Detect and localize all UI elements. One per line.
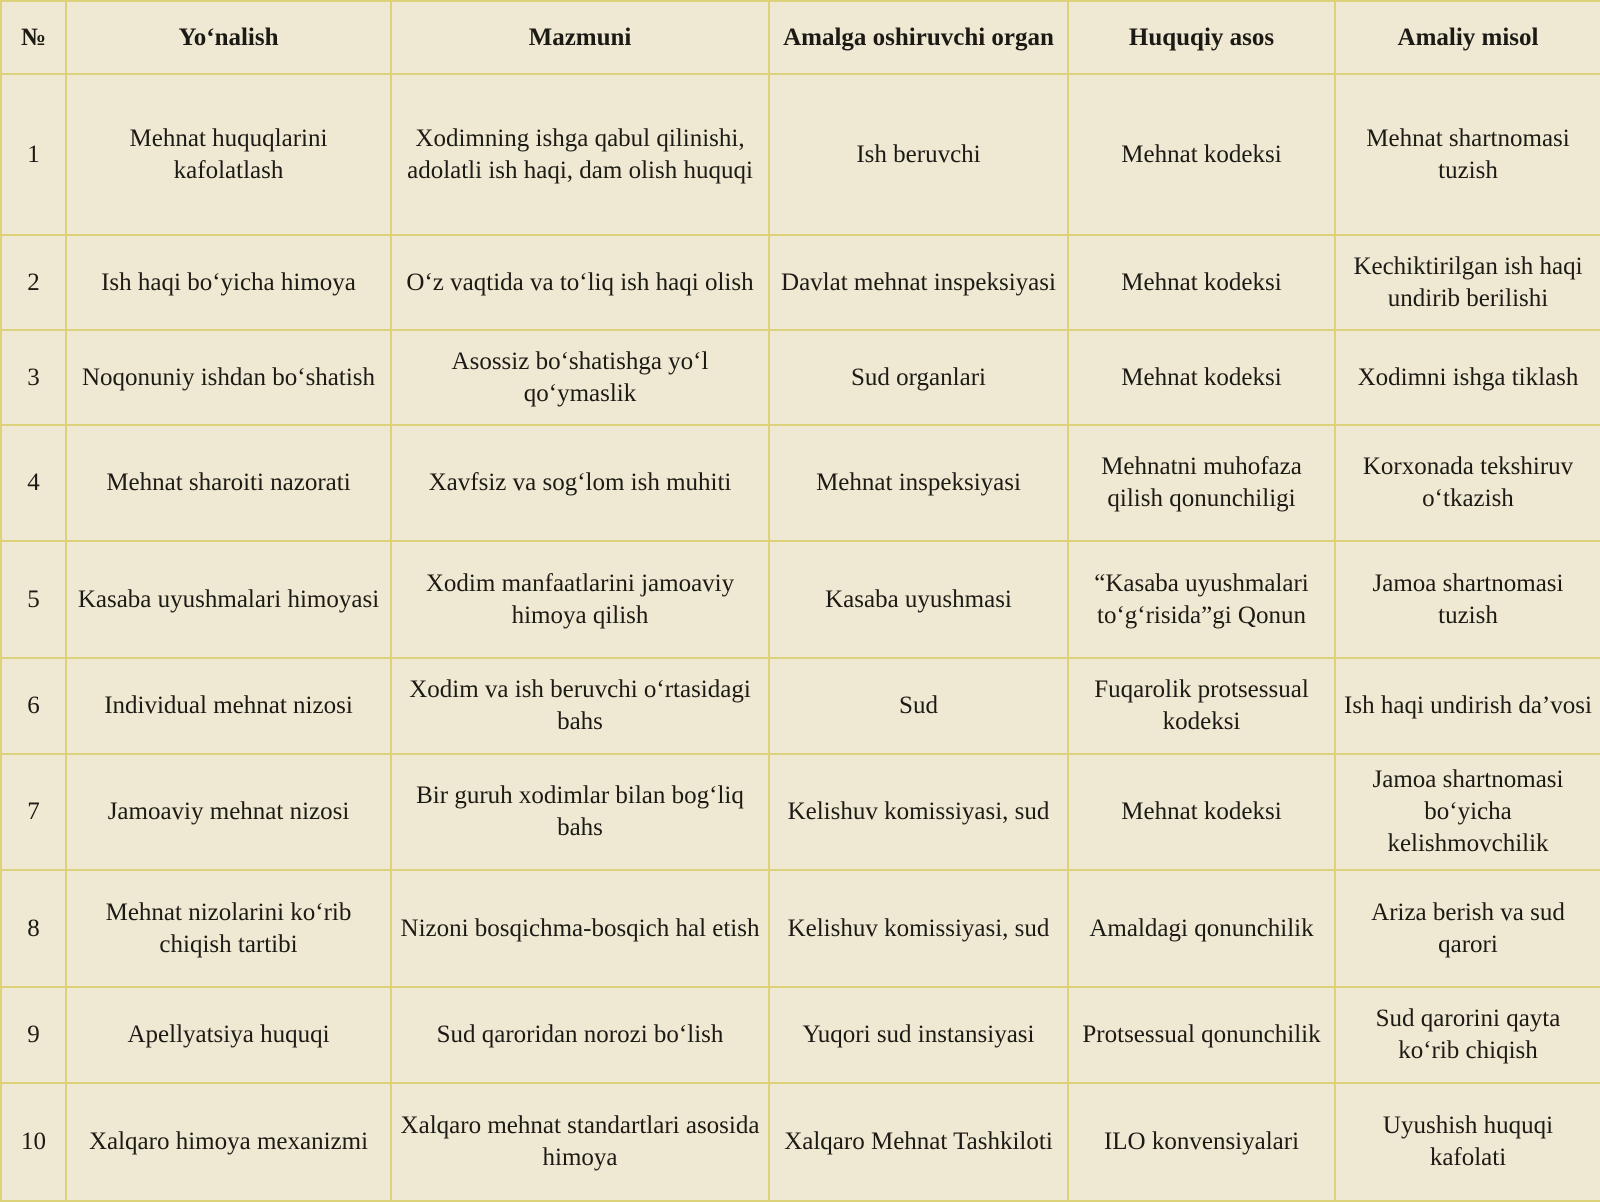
cell-content: Nizoni bosqichma-bosqich hal etish — [391, 870, 769, 987]
header-number: № — [1, 1, 66, 74]
cell-legal-basis: ILO konvensiyalari — [1068, 1083, 1335, 1201]
table-row — [1, 658, 1600, 754]
table-row — [1, 870, 1600, 987]
cell-content: Xodim manfaatlarini jamoaviy himoya qilish — [391, 541, 769, 658]
cell-legal-basis: Protsessual qonunchilik — [1068, 987, 1335, 1083]
cell-number: 5 — [1, 541, 66, 658]
table-row — [1, 235, 1600, 330]
cell-legal-basis: Mehnat kodeksi — [1068, 235, 1335, 330]
cell-practical-example: Kechiktirilgan ish haqi undirib berilishi — [1335, 235, 1600, 330]
cell-number: 7 — [1, 754, 66, 870]
cell-legal-basis: Amaldagi qonunchilik — [1068, 870, 1335, 987]
cell-number: 1 — [1, 74, 66, 235]
cell-content: Asossiz bo‘shatishga yo‘l qo‘ymaslik — [391, 330, 769, 425]
cell-content: Xodimning ishga qabul qilinishi, adolatli ish haqi, dam olish huquqi — [391, 74, 769, 235]
cell-number: 3 — [1, 330, 66, 425]
cell-practical-example: Ish haqi undirish da’vosi — [1335, 658, 1600, 754]
cell-implementing-body: Sud — [769, 658, 1068, 754]
cell-implementing-body: Davlat mehnat inspeksiyasi — [769, 235, 1068, 330]
cell-number: 9 — [1, 987, 66, 1083]
table-header-row — [1, 1, 1600, 74]
cell-practical-example: Jamoa shartnomasi bo‘yicha kelishmovchilik — [1335, 754, 1600, 870]
header-direction: Yo‘nalish — [66, 1, 391, 74]
cell-implementing-body: Xalqaro Mehnat Tashkiloti — [769, 1083, 1068, 1201]
cell-direction: Mehnat huquqlarini kafolatlash — [66, 74, 391, 235]
header-legal-basis: Huquqiy asos — [1068, 1, 1335, 74]
table-row — [1, 330, 1600, 425]
table-row — [1, 541, 1600, 658]
cell-direction: Mehnat nizolarini ko‘rib chiqish tartibi — [66, 870, 391, 987]
cell-number: 4 — [1, 425, 66, 541]
cell-number: 8 — [1, 870, 66, 987]
cell-direction: Apellyatsiya huquqi — [66, 987, 391, 1083]
table-row — [1, 1083, 1600, 1201]
cell-legal-basis: Mehnat kodeksi — [1068, 754, 1335, 870]
table-row — [1, 987, 1600, 1083]
cell-implementing-body: Ish beruvchi — [769, 74, 1068, 235]
header-content: Mazmuni — [391, 1, 769, 74]
cell-direction: Jamoaviy mehnat nizosi — [66, 754, 391, 870]
cell-implementing-body: Kelishuv komissiyasi, sud — [769, 754, 1068, 870]
header-practical-example: Amaliy misol — [1335, 1, 1600, 74]
cell-implementing-body: Mehnat inspeksiyasi — [769, 425, 1068, 541]
table-row — [1, 74, 1600, 235]
cell-content: Bir guruh xodimlar bilan bog‘liq bahs — [391, 754, 769, 870]
cell-content: O‘z vaqtida va to‘liq ish haqi olish — [391, 235, 769, 330]
cell-practical-example: Xodimni ishga tiklash — [1335, 330, 1600, 425]
cell-number: 10 — [1, 1083, 66, 1201]
cell-content: Xalqaro mehnat standartlari asosida himoya — [391, 1083, 769, 1201]
cell-direction: Kasaba uyushmalari himoyasi — [66, 541, 391, 658]
cell-practical-example: Jamoa shartnomasi tuzish — [1335, 541, 1600, 658]
cell-legal-basis: Mehnatni muhofaza qilish qonunchiligi — [1068, 425, 1335, 541]
cell-practical-example: Mehnat shartnomasi tuzish — [1335, 74, 1600, 235]
cell-direction: Xalqaro himoya mexanizmi — [66, 1083, 391, 1201]
cell-legal-basis: Mehnat kodeksi — [1068, 74, 1335, 235]
cell-number: 2 — [1, 235, 66, 330]
cell-content: Sud qaroridan norozi bo‘lish — [391, 987, 769, 1083]
cell-direction: Ish haqi bo‘yicha himoya — [66, 235, 391, 330]
cell-implementing-body: Kasaba uyushmasi — [769, 541, 1068, 658]
cell-legal-basis: Mehnat kodeksi — [1068, 330, 1335, 425]
table-row — [1, 425, 1600, 541]
cell-legal-basis: Fuqarolik protsessual kodeksi — [1068, 658, 1335, 754]
cell-practical-example: Uyushish huquqi kafolati — [1335, 1083, 1600, 1201]
table-row — [1, 754, 1600, 870]
header-implementing-body: Amalga oshiruvchi organ — [769, 1, 1068, 74]
cell-direction: Noqonuniy ishdan bo‘shatish — [66, 330, 391, 425]
cell-practical-example: Ariza berish va sud qarori — [1335, 870, 1600, 987]
cell-content: Xodim va ish beruvchi o‘rtasidagi bahs — [391, 658, 769, 754]
cell-legal-basis: “Kasaba uyushmalari to‘g‘risida”gi Qonun — [1068, 541, 1335, 658]
cell-implementing-body: Sud organlari — [769, 330, 1068, 425]
cell-number: 6 — [1, 658, 66, 754]
cell-direction: Individual mehnat nizosi — [66, 658, 391, 754]
cell-direction: Mehnat sharoiti nazorati — [66, 425, 391, 541]
cell-content: Xavfsiz va sog‘lom ish muhiti — [391, 425, 769, 541]
cell-practical-example: Sud qarorini qayta ko‘rib chiqish — [1335, 987, 1600, 1083]
cell-implementing-body: Kelishuv komissiyasi, sud — [769, 870, 1068, 987]
cell-implementing-body: Yuqori sud instansiyasi — [769, 987, 1068, 1083]
cell-practical-example: Korxonada tekshiruv o‘tkazish — [1335, 425, 1600, 541]
